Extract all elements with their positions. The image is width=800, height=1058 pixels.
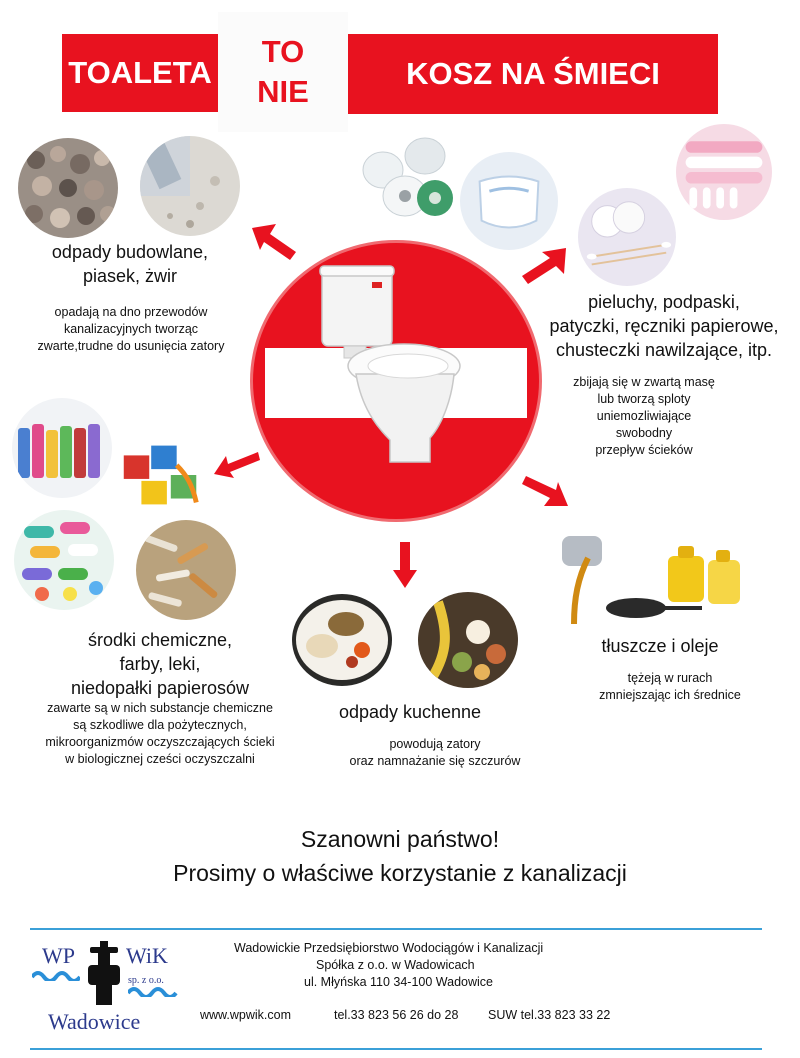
arrow-icon — [522, 474, 572, 510]
closing-message — [0, 822, 800, 890]
to-label: TO — [261, 34, 305, 69]
toilet-banner — [62, 34, 218, 112]
company-logo — [28, 935, 198, 1035]
hygiene-desc-line1: zbijają się w zwartą masę — [573, 375, 715, 389]
toilet-icon — [312, 262, 462, 470]
water-wave-icon — [32, 969, 80, 981]
website-link[interactable]: www.wpwik.com — [200, 1008, 291, 1022]
logo-sp-text: sp. z o.o. — [128, 975, 164, 986]
hygiene-desc-line3: uniemozliwiające — [596, 409, 692, 423]
paint-cans-photo — [112, 426, 210, 524]
food-plate-photo — [292, 594, 392, 686]
arrow-icon — [520, 246, 570, 286]
chemicals-description — [10, 700, 310, 768]
kitchen-description — [320, 736, 550, 770]
hygiene-heading-line3: chusteczki nawilzające, itp. — [555, 340, 773, 360]
fats-desc-line1: tężeją w rurach — [627, 671, 713, 685]
closing-line2: Prosimy o właściwe korzystanie z kanalizacji — [173, 860, 627, 886]
trash-bin-banner — [348, 34, 718, 114]
fats-description — [570, 670, 770, 704]
logo-wp-text: WP — [42, 943, 75, 968]
cotton-pads-photo — [578, 188, 676, 286]
chemicals-heading-line3: niedopałki papierosów — [70, 678, 250, 698]
logo-wik-text: WiK — [126, 943, 168, 968]
chemicals-desc-line1: zawarte są w nich substancje chemiczne — [47, 701, 273, 715]
nie-label: NIE — [257, 74, 309, 109]
oil-pan-photo — [558, 528, 748, 628]
company-name-line1: Wadowickie Przedsiębiorstwo Wodociągów i Kanalizacji — [234, 941, 544, 955]
logo-city-text: Wadowice — [48, 1009, 141, 1034]
hygiene-description — [544, 374, 744, 459]
suw-phone-number: SUW tel.33 823 33 22 — [488, 1008, 611, 1022]
construction-heading-line1: odpady budowlane, — [51, 242, 209, 262]
construction-desc-line2: kanalizacyjnych tworząc — [63, 322, 199, 336]
kitchen-heading-text: odpady kuchenne — [338, 702, 482, 722]
chemicals-heading-line1: środki chemiczne, — [87, 630, 233, 650]
diaper-photo — [460, 152, 558, 250]
to-nie-label — [218, 12, 348, 132]
footer-bottom-divider — [30, 1048, 762, 1050]
hygiene-heading-line1: pieluchy, podpaski, — [588, 292, 740, 312]
construction-heading-line2: piasek, żwir — [82, 266, 178, 286]
kitchen-desc-line1: powodują zatory — [389, 737, 481, 751]
construction-desc-line3: zwarte,trudne do usunięcia zatory — [37, 339, 225, 353]
hygiene-desc-line2: lub tworzą sploty — [597, 392, 691, 406]
arrow-icon — [250, 222, 300, 262]
cigarette-butts-photo — [136, 520, 236, 620]
company-address: ul. Młyńska 110 34-100 Wadowice — [304, 975, 493, 989]
chemicals-desc-line2: są szkodliwe dla pożytecznych, — [73, 718, 247, 732]
hygiene-desc-line5: przepływ ścieków — [595, 443, 693, 457]
pills-photo — [14, 510, 114, 610]
hygiene-heading — [528, 290, 800, 362]
toilet-paper-photo — [355, 124, 455, 224]
toilet-banner-label: TOALETA — [68, 55, 212, 90]
fats-heading — [580, 634, 740, 658]
footer-top-divider — [30, 928, 762, 930]
chemicals-desc-line3: mikroorganizmów oczyszczających ścieki — [45, 735, 275, 749]
cat-litter-photo — [140, 136, 240, 236]
chemicals-desc-line4: w biologicznej cześci oczyszczalni — [65, 752, 255, 766]
construction-desc-line1: opadają na dno przewodów — [54, 305, 208, 319]
chemicals-heading-line2: farby, leki, — [119, 654, 201, 674]
hygiene-desc-line4: swobodny — [615, 426, 673, 440]
phone-number: tel.33 823 56 26 do 28 — [334, 1008, 459, 1022]
food-scraps-photo — [418, 592, 518, 688]
fats-heading-text: tłuszcze i oleje — [601, 636, 719, 656]
sanitary-pads-photo — [676, 124, 772, 220]
construction-description — [0, 304, 262, 355]
detergent-bottles-photo — [12, 398, 112, 498]
company-name-line2: Spółka z o.o. w Wadowicach — [316, 958, 475, 972]
water-wave-icon — [128, 985, 178, 997]
closing-line1: Szanowni państwo! — [300, 826, 500, 852]
fats-desc-line2: zmniejszając ich średnice — [599, 688, 741, 702]
arrow-icon — [212, 450, 262, 480]
arrow-icon — [392, 540, 418, 590]
trash-bin-banner-label: KOSZ NA ŚMIECI — [406, 56, 660, 91]
tap-valve-icon — [82, 939, 126, 1009]
construction-heading — [10, 240, 250, 288]
kitchen-heading — [310, 700, 510, 724]
kitchen-desc-line2: oraz namnażanie się szczurów — [349, 754, 521, 768]
chemicals-heading — [40, 628, 280, 700]
hygiene-heading-line2: patyczki, ręczniki papierowe, — [549, 316, 779, 336]
gravel-photo — [18, 138, 118, 238]
